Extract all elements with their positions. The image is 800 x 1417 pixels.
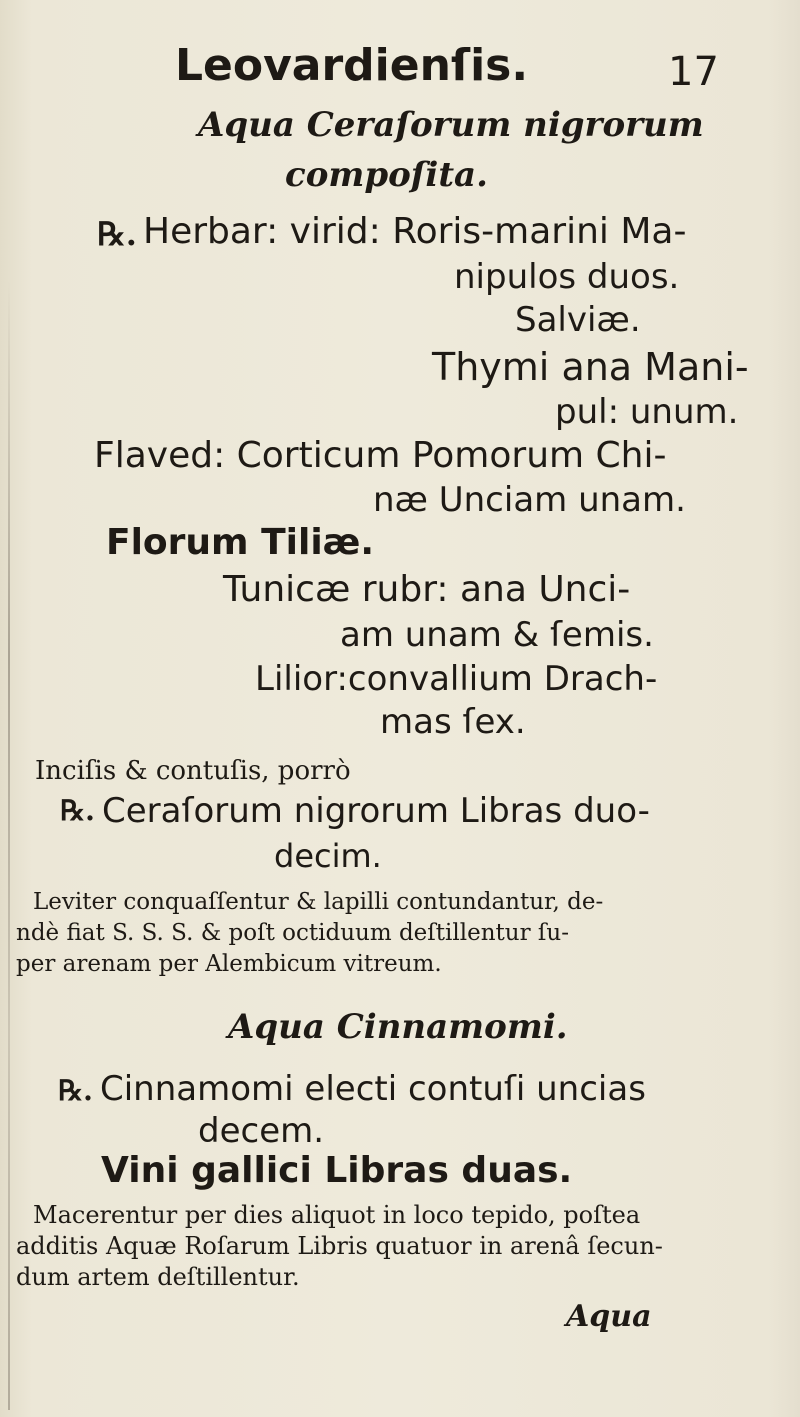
instruction-line: per arenam per Alembicum vitreum.	[16, 951, 442, 977]
ingredient-line: Vini gallici Libras duas.	[101, 1150, 573, 1191]
page-edge-shadow	[8, 280, 10, 1410]
ingredient-line: am unam & ſemis.	[340, 615, 654, 655]
ingredient-line: Tunicæ rubr: ana Unci-	[223, 569, 631, 610]
instruction-line: Leviter conquaſſentur & lapilli contundantur, de-	[33, 889, 604, 915]
ingredient-line: decim.	[274, 837, 382, 875]
catchword: Aqua	[566, 1299, 652, 1334]
rx-symbol: ℞.	[60, 794, 95, 827]
recipe2-title: Aqua Cinnamomi.	[228, 1007, 568, 1047]
ingredient-line: Cinnamomi electi contuſi uncias	[100, 1069, 646, 1109]
recipe1-title-line2: compoſita.	[285, 155, 488, 195]
ingredient-line: næ Unciam unam.	[373, 480, 686, 520]
instruction-line: dum artem deſtillentur.	[16, 1263, 300, 1291]
instruction-line: Macerentur per dies aliquot in loco tepido, poſtea	[33, 1201, 641, 1229]
ingredient-line: Ceraſorum nigrorum Libras duo-	[102, 791, 650, 831]
ingredient-line: mas ſex.	[380, 702, 526, 742]
ingredient-line: decem.	[198, 1111, 325, 1151]
ingredient-line: Lilior:convallium Drach-	[255, 659, 658, 699]
rx-symbol: ℞.	[97, 215, 137, 253]
rx-symbol: ℞.	[58, 1074, 93, 1107]
ingredient-line: Salviæ.	[515, 300, 641, 340]
page-number: 17	[668, 49, 719, 95]
ingredient-line: Thymi ana Mani-	[432, 345, 749, 389]
ingredient-line: Flaved: Corticum Pomorum Chi-	[94, 435, 667, 476]
instruction-line: ndè fiat S. S. S. & poſt octiduum deſtillentur ſu-	[16, 920, 569, 946]
ingredient-line: Herbar: virid: Roris-marini Ma-	[143, 211, 687, 252]
recipe1-title-line1: Aqua Ceraſorum nigrorum	[198, 105, 704, 145]
ingredient-line: Florum Tiliæ.	[106, 522, 375, 563]
instruction-line: additis Aquæ Roſarum Libris quatuor in arenâ ſecun-	[16, 1232, 663, 1260]
procedure-note: Inciſis & contuſis, porrò	[35, 756, 351, 786]
ingredient-line: pul: unum.	[555, 392, 739, 432]
running-head: Leovardienſis.	[175, 40, 529, 91]
ingredient-line: nipulos duos.	[454, 257, 680, 297]
